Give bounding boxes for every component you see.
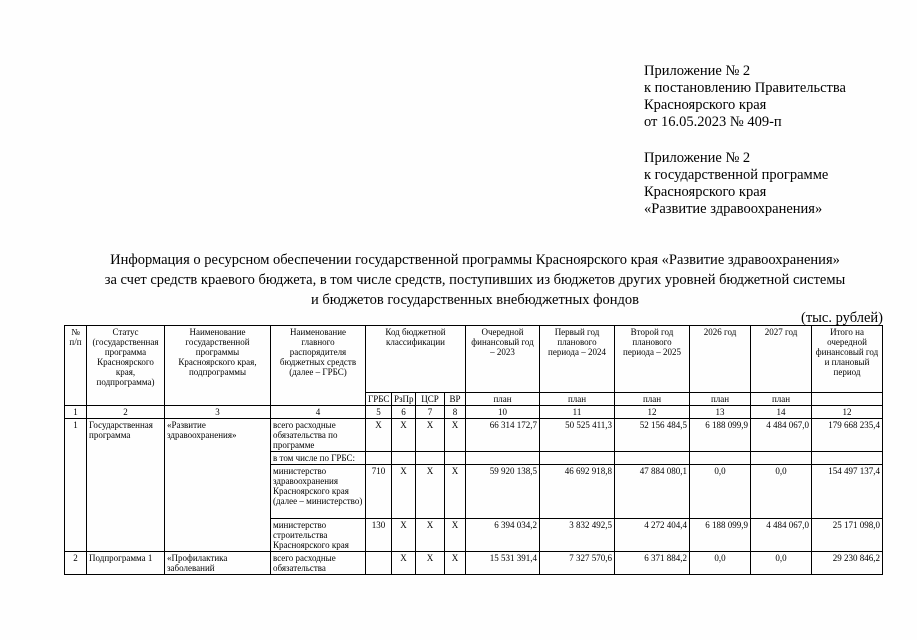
cell-total: 179 668 235,4	[812, 419, 883, 452]
cell-rzpr	[392, 452, 416, 465]
header-total: Итого на очередной финансовый год и плановый период	[812, 326, 883, 393]
cell-2023	[466, 452, 540, 465]
cell-2023: 59 920 138,5	[466, 465, 540, 519]
header-status: Статус (государственная программа Красноярского края, подпрограмма)	[87, 326, 165, 406]
annex-line: Красноярского края	[644, 97, 767, 113]
col-number: 12	[615, 406, 690, 419]
cell-csr: X	[416, 419, 445, 452]
row-grbs: министерство здравоохранения Красноярского края (далее – министерство)	[271, 465, 366, 519]
header-2025: Второй год планового периода – 2025	[615, 326, 690, 393]
subheader-cell	[812, 393, 883, 406]
cell-rzpr: X	[392, 552, 416, 575]
header-2024: Первый год планового периода – 2024	[540, 326, 615, 393]
cell-2026: 0,0	[690, 552, 751, 575]
cell-csr: X	[416, 465, 445, 519]
subheader-cell: РзПр	[392, 393, 416, 406]
cell-2025	[615, 452, 690, 465]
row-grbs: всего расходные обязательства по программе	[271, 419, 366, 452]
cell-csr: X	[416, 552, 445, 575]
cell-2023: 66 314 172,7	[466, 419, 540, 452]
cell-csr: X	[416, 519, 445, 552]
col-number: 10	[466, 406, 540, 419]
annex-line: к постановлению Правительства	[644, 80, 846, 96]
cell-2024	[540, 452, 615, 465]
annex-line: «Развитие здравоохранения»	[644, 201, 823, 217]
col-number: 13	[690, 406, 751, 419]
cell-2024: 46 692 918,8	[540, 465, 615, 519]
units-label: (тыс. рублей)	[801, 310, 883, 326]
cell-rzpr: X	[392, 419, 416, 452]
header-2027: 2027 год	[751, 326, 812, 393]
header-name: Наименование государственной программы Красноярского края, подпрограммы	[165, 326, 271, 406]
subheader-cell: план	[540, 393, 615, 406]
subheader-cell: ГРБС	[366, 393, 392, 406]
annex-line: Красноярского края	[644, 184, 767, 200]
col-number: 4	[271, 406, 366, 419]
subheader-cell: план	[466, 393, 540, 406]
cell-total	[812, 452, 883, 465]
annex-header-2	[644, 150, 828, 218]
cell-grbs: 130	[366, 519, 392, 552]
table-row	[65, 552, 883, 575]
col-number: 8	[445, 406, 466, 419]
row-status: Подпрограмма 1	[87, 552, 165, 575]
subheader-cell: ВР	[445, 393, 466, 406]
resource-table	[64, 325, 883, 575]
cell-2024: 3 832 492,5	[540, 519, 615, 552]
cell-csr	[416, 452, 445, 465]
cell-total: 29 230 846,2	[812, 552, 883, 575]
annex-line: Приложение № 2	[644, 63, 751, 79]
cell-grbs: X	[366, 419, 392, 452]
row-grbs: в том числе по ГРБС:	[271, 452, 366, 465]
cell-2024: 7 327 570,6	[540, 552, 615, 575]
cell-rzpr: X	[392, 519, 416, 552]
row-status: Государственная программа	[87, 419, 165, 552]
col-number: 3	[165, 406, 271, 419]
header-grbs-name: Наименование главного распорядителя бюджетных средств (далее – ГРБС)	[271, 326, 366, 406]
row-grbs: министерство строительства Красноярского края	[271, 519, 366, 552]
table-row	[65, 419, 883, 452]
col-number: 7	[416, 406, 445, 419]
cell-2023: 6 394 034,2	[466, 519, 540, 552]
cell-2027: 0,0	[751, 465, 812, 519]
col-number: 11	[540, 406, 615, 419]
header-code: Код бюджетной классификации	[366, 326, 466, 393]
subheader-cell: план	[615, 393, 690, 406]
cell-2024: 50 525 411,3	[540, 419, 615, 452]
cell-2023: 15 531 391,4	[466, 552, 540, 575]
cell-2025: 47 884 080,1	[615, 465, 690, 519]
cell-total: 25 171 098,0	[812, 519, 883, 552]
cell-grbs	[366, 452, 392, 465]
row-name: «Профилактика заболеваний	[165, 552, 271, 575]
cell-2025: 6 371 884,2	[615, 552, 690, 575]
row-num: 1	[65, 419, 87, 552]
cell-2027: 4 484 067,0	[751, 419, 812, 452]
annex-line: от 16.05.2023 № 409-п	[644, 114, 782, 130]
document-title	[60, 250, 890, 310]
row-name: «Развитие здравоохранения»	[165, 419, 271, 552]
header-num: № п/п	[65, 326, 87, 406]
col-number: 6	[392, 406, 416, 419]
cell-grbs: 710	[366, 465, 392, 519]
cell-rzpr: X	[392, 465, 416, 519]
annex-header-1	[644, 63, 846, 131]
row-grbs: всего расходные обязательства	[271, 552, 366, 575]
cell-2026: 6 188 099,9	[690, 519, 751, 552]
cell-total: 154 497 137,4	[812, 465, 883, 519]
cell-vr	[445, 452, 466, 465]
row-num: 2	[65, 552, 87, 575]
title-line: и бюджетов государственных внебюджетных фондов	[310, 292, 640, 308]
header-2023: Очередной финансовый год – 2023	[466, 326, 540, 393]
cell-2027: 4 484 067,0	[751, 519, 812, 552]
cell-vr: X	[445, 552, 466, 575]
col-number: 14	[751, 406, 812, 419]
cell-2025: 52 156 484,5	[615, 419, 690, 452]
title-line: за счет средств краевого бюджета, в том числе средств, поступивших из бюджетов других уровней бюджетной системы	[104, 272, 846, 288]
col-number: 1	[65, 406, 87, 419]
cell-vr: X	[445, 519, 466, 552]
cell-2027: 0,0	[751, 552, 812, 575]
cell-vr: X	[445, 465, 466, 519]
cell-2026	[690, 452, 751, 465]
col-number: 2	[87, 406, 165, 419]
cell-2025: 4 272 404,4	[615, 519, 690, 552]
subheader-cell: план	[751, 393, 812, 406]
header-2026: 2026 год	[690, 326, 751, 393]
subheader-cell: план	[690, 393, 751, 406]
cell-vr: X	[445, 419, 466, 452]
col-number: 5	[366, 406, 392, 419]
annex-line: Приложение № 2	[644, 150, 751, 166]
cell-2026: 6 188 099,9	[690, 419, 751, 452]
annex-line: к государственной программе	[644, 167, 829, 183]
cell-2026: 0,0	[690, 465, 751, 519]
col-number: 12	[812, 406, 883, 419]
subheader-cell: ЦСР	[416, 393, 445, 406]
cell-2027	[751, 452, 812, 465]
cell-grbs	[366, 552, 392, 575]
title-line: Информация о ресурсном обеспечении государственной программы Красноярского края «Развитие здравоохранения»	[110, 252, 840, 268]
